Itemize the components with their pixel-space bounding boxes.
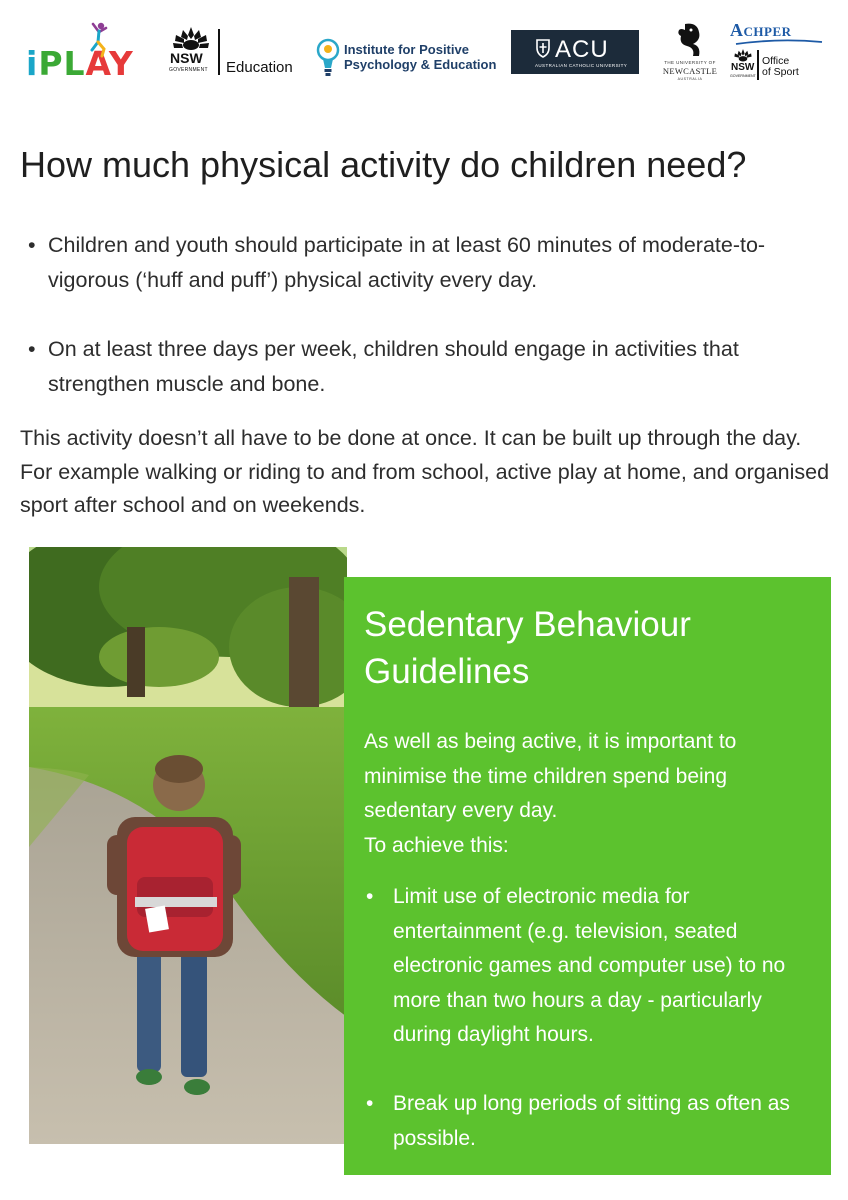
- newcastle-logo: [658, 22, 722, 82]
- list-item-text: On at least three days per week, children should engage in activities that strengthen muscle and bone.: [48, 337, 739, 396]
- ippe-wordmark: [344, 42, 496, 72]
- acu-shield-icon: [535, 38, 551, 58]
- office-label-line-1: Office: [762, 55, 790, 67]
- list-item: [366, 1087, 806, 1156]
- education-label: Education: [226, 59, 293, 76]
- office-of-sport-label: [762, 56, 799, 78]
- sedentary-guidelines-panel: [344, 577, 831, 1175]
- achper-wordmark: Achper: [730, 20, 792, 40]
- newcastle-wordmark: NEWCASTLE: [662, 66, 718, 76]
- seahorse-icon: [671, 22, 709, 58]
- logo-divider: [757, 50, 759, 80]
- achper-logo: [730, 20, 825, 44]
- bullet-icon: •: [366, 885, 374, 908]
- iplay-logo: [26, 22, 144, 82]
- jumping-figure-icon: [84, 22, 114, 58]
- waratah-icon: [730, 48, 756, 62]
- waratah-icon: [168, 25, 214, 51]
- child-walking-photo: [29, 547, 347, 1144]
- iplay-letters-pl: PL: [38, 44, 86, 83]
- nsw-government-label: GOVERNMENT: [730, 74, 756, 78]
- newcastle-country: AUSTRALIA: [677, 77, 703, 81]
- nsw-education-logo: [168, 25, 308, 81]
- office-label-line-2: of Sport: [762, 66, 799, 78]
- child-walking-with-backpack-photo: [29, 547, 347, 1144]
- page-title: How much physical activity do children need?: [20, 144, 747, 185]
- panel-lead-text: To achieve this:: [364, 833, 509, 857]
- panel-intro-text: As well as being active, it is important to minimise the time children spend being sedentary every day.: [364, 730, 737, 822]
- nsw-office-of-sport-logo: [730, 48, 825, 82]
- lightbulb-icon: [316, 38, 340, 80]
- list-item: [28, 228, 818, 298]
- ippe-logo: [316, 38, 506, 82]
- bullet-icon: •: [28, 337, 36, 361]
- iplay-letters-ay: AY: [85, 44, 134, 83]
- list-item-text: Limit use of electronic media for entertainment (e.g. television, seated electronic games and computer use) to no more than two hours a day - particularly during daylight hours.: [393, 885, 786, 1046]
- logo-divider: [218, 29, 220, 75]
- list-item: [366, 880, 806, 1053]
- list-item: [28, 332, 818, 402]
- ippe-line-1: Institute for Positive: [344, 42, 469, 57]
- acu-subtitle: AUSTRALIAN CATHOLIC UNIVERSITY: [535, 63, 628, 68]
- iplay-wordmark: [26, 44, 134, 83]
- nsw-government-label: GOVERNMENT: [169, 67, 208, 73]
- nsw-wordmark: NSW: [731, 62, 755, 73]
- bullet-icon: •: [28, 233, 36, 257]
- panel-title: Sedentary Behaviour Guidelines: [364, 605, 691, 691]
- swoosh-icon: [734, 38, 824, 46]
- list-item-text: Break up long periods of sitting as often as possible.: [393, 1092, 790, 1150]
- acu-wordmark: ACU: [555, 36, 609, 63]
- ippe-line-2: Psychology & Education: [344, 57, 497, 72]
- activity-paragraph: This activity doesn’t all have to be done at once. It can be built up through the day. For example walking or riding to and from school, active play at home, and organised sport after school and on weekends.: [20, 426, 830, 517]
- partner-logo-bar: [0, 0, 848, 100]
- nsw-wordmark: NSW: [170, 50, 203, 66]
- panel-intro: [364, 725, 824, 863]
- newcastle-prefix: THE UNIVERSITY OF: [664, 60, 716, 65]
- iplay-letter-i: i: [26, 44, 39, 83]
- acu-logo: [511, 30, 639, 74]
- bullet-icon: •: [366, 1092, 374, 1115]
- list-item-text: Children and youth should participate in at least 60 minutes of moderate-to-vigorous (‘huff and puff’) physical activity every day.: [48, 233, 766, 292]
